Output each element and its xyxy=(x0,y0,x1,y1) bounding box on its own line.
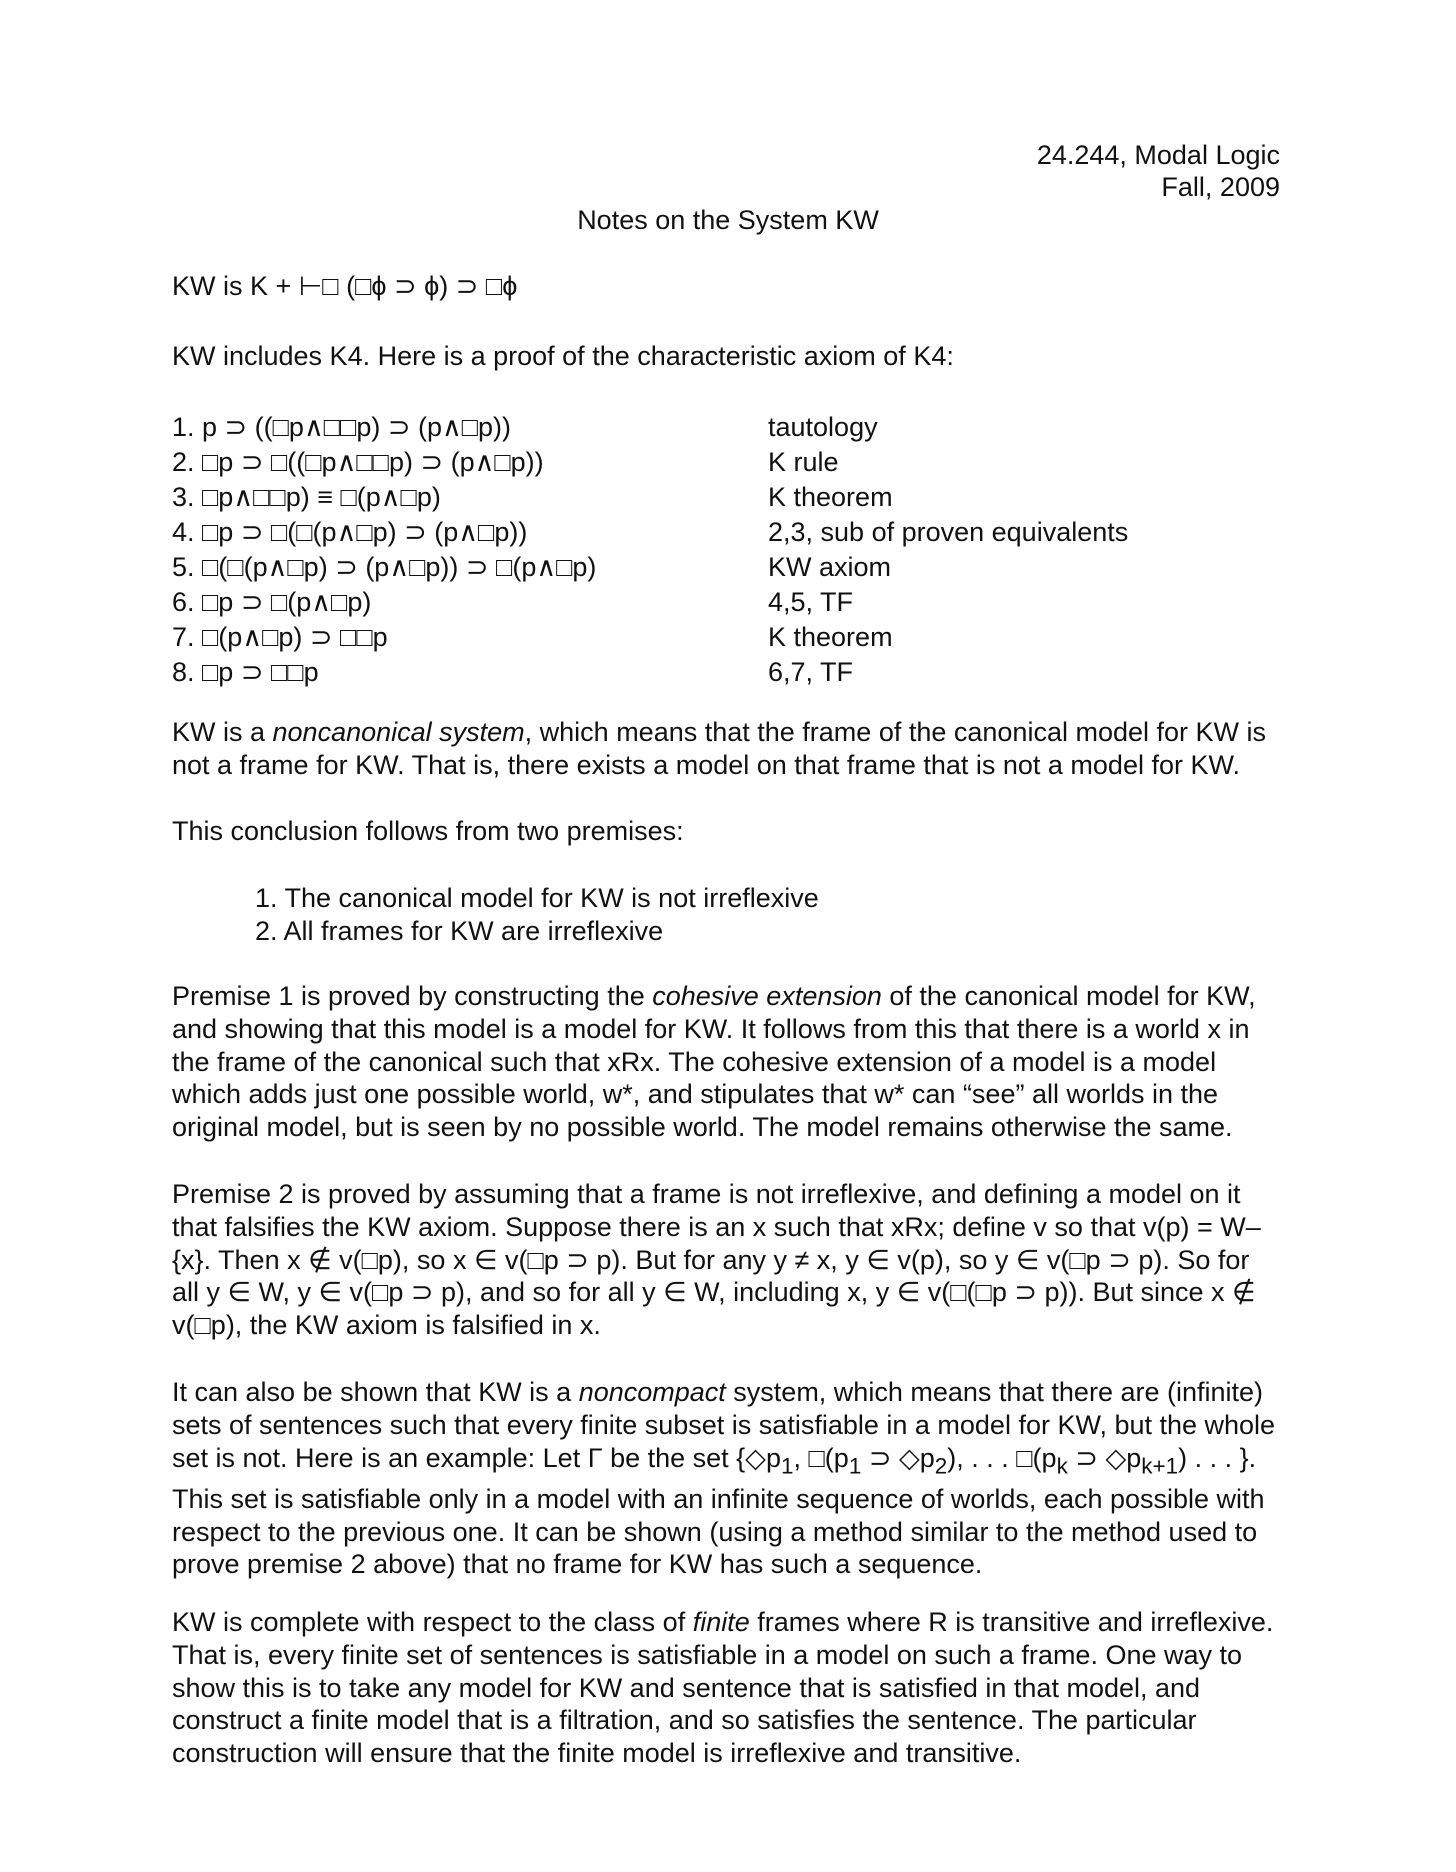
line-justification: 4,5, TF xyxy=(768,587,854,617)
premise-item: 1. The canonical model for KW is not irreflexive xyxy=(255,883,819,913)
line-number: 3. xyxy=(172,482,195,512)
subscript: k+1 xyxy=(1141,1452,1179,1478)
line-formula: □p ⊃ □((□p∧□□p) ⊃ (p∧□p)) xyxy=(202,447,544,477)
line-justification: K rule xyxy=(768,447,839,477)
line-formula: □p ⊃ □□p xyxy=(202,657,319,687)
proof-line xyxy=(172,410,1292,445)
line-number: 4. xyxy=(172,517,195,547)
text-run: ) . . . }. This set is satisfiable only in a model with an infinite sequence of worlds, each possible with respect to the previous one. It can be shown (using a method similar to the method used to prove premise 2 above) that no frame for KW has such a sequence. xyxy=(172,1442,1265,1580)
line-justification: K theorem xyxy=(768,482,893,512)
course-header xyxy=(1037,139,1280,203)
line-justification: 6,7, TF xyxy=(768,657,854,687)
premise-list xyxy=(255,882,819,948)
text-run: ⊃ ◇p xyxy=(861,1442,935,1473)
line-number: 7. xyxy=(172,622,195,652)
subscript: 1 xyxy=(848,1452,862,1478)
noncompact-paragraph xyxy=(172,1376,1280,1581)
proof-table xyxy=(172,410,1292,690)
line-number: 2. xyxy=(172,447,195,477)
line-number: 6. xyxy=(172,587,195,617)
subscript: 1 xyxy=(780,1452,794,1478)
line-formula: □(□(p∧□p) ⊃ (p∧□p)) ⊃ □(p∧□p) xyxy=(202,552,597,582)
course-term: Fall, 2009 xyxy=(1161,172,1280,202)
proof-line xyxy=(172,585,1292,620)
text-run: ⊃ ◇p xyxy=(1067,1442,1142,1473)
text-run: KW is complete with respect to the class of xyxy=(172,1607,693,1637)
line-justification: tautology xyxy=(768,412,878,442)
premise1-paragraph xyxy=(172,980,1280,1144)
line-number: 5. xyxy=(172,552,195,582)
emphasis-noncompact: noncompact xyxy=(578,1377,726,1407)
proof-line xyxy=(172,620,1292,655)
line-justification: KW axiom xyxy=(768,552,892,582)
text-run: of the canonical model for KW, and showing that this model is a model for KW. It follows from this that there is a world x in the frame of the canonical such that xRx. The cohesive extension of a model is a model which adds just one possible world, w*, and stipulates that w* can “see” all worlds in the original model, but is seen by no possible world. The model remains otherwise the same. xyxy=(172,981,1256,1143)
line-number: 8. xyxy=(172,657,195,687)
proof-line xyxy=(172,480,1292,515)
line-formula: □(p∧□p) ⊃ □□p xyxy=(202,622,388,652)
text-run: system, which means that there are (infinite) sets of sentences such that every finite subset is satisfiable in a model for KW, but the whole set is not. Here is an example: Let Γ be the set {◇p xyxy=(172,1377,1276,1473)
premise-item: 2. All frames for KW are irreflexive xyxy=(255,915,664,946)
k4-intro: KW includes K4. Here is a proof of the characteristic axiom of K4: xyxy=(172,341,954,371)
kw-definition: KW is K + ⊢□ (□ϕ ⊃ ϕ) ⊃ □ϕ xyxy=(172,271,518,301)
course-name: 24.244, Modal Logic xyxy=(1036,140,1280,170)
line-justification: 2,3, sub of proven equivalents xyxy=(768,517,1129,547)
line-formula: □p ⊃ □(□(p∧□p) ⊃ (p∧□p)) xyxy=(202,517,528,547)
text-run: Premise 1 is proved by constructing the xyxy=(172,981,653,1011)
conclusion-intro: This conclusion follows from two premises: xyxy=(172,816,684,846)
proof-line xyxy=(172,515,1292,550)
subscript: k xyxy=(1056,1452,1068,1478)
text-run: KW is a xyxy=(172,717,273,747)
proof-line xyxy=(172,655,1292,690)
proof-line xyxy=(172,445,1292,480)
premise2-paragraph: Premise 2 is proved by assuming that a frame is not irreflexive, and defining a model on it that falsifies the KW axiom. Suppose there is an x such that xRx; define v so that v(p) = W–{x}. Then x ∉ v(□p), so x ∈ v(□p ⊃ p). But for any y ≠ x, y ∈ v(p), so y ∈ v(□p ⊃ p). So for all y ∈ W, y ∈ v(□p ⊃ p), and so for all y ∈ W, including x, y ∈ v(□(□p ⊃ p)). But since x ∉ v(□p), the KW axiom is falsified in x. xyxy=(172,1179,1261,1341)
text-run: , which means that the frame of the canonical model for KW is not a frame for KW. That is, there exists a model on that frame that is not a model for KW. xyxy=(172,717,1266,780)
document-title: Notes on the System KW xyxy=(577,205,879,235)
line-justification: K theorem xyxy=(768,622,893,652)
subscript: 2 xyxy=(934,1452,948,1478)
completeness-paragraph xyxy=(172,1606,1280,1770)
line-formula: p ⊃ ((□p∧□□p) ⊃ (p∧□p)) xyxy=(202,412,512,442)
emphasis-noncanonical: noncanonical system xyxy=(272,717,525,747)
noncanonical-paragraph xyxy=(172,716,1280,782)
line-number: 1. xyxy=(172,412,195,442)
emphasis-cohesive-extension: cohesive extension xyxy=(652,981,882,1011)
proof-line xyxy=(172,550,1292,585)
text-run: ), . . . □(p xyxy=(947,1442,1057,1473)
text-run: It can also be shown that KW is a xyxy=(172,1377,579,1407)
emphasis-finite: finite xyxy=(692,1607,750,1637)
text-run: , □(p xyxy=(793,1442,849,1473)
text-run: frames where R is transitive and irreflexive. That is, every finite set of sentences is satisfiable in a model on such a frame. One way to show this is to take any model for KW and sentence that is satisfied in that model, and construct a finite model that is a filtration, and so satisfies the sentence. The particular construction will ensure that the finite model is irreflexive and transitive. xyxy=(172,1607,1274,1769)
line-formula: □p ⊃ □(p∧□p) xyxy=(202,587,372,617)
line-formula: □p∧□□p) ≡ □(p∧□p) xyxy=(202,482,441,512)
